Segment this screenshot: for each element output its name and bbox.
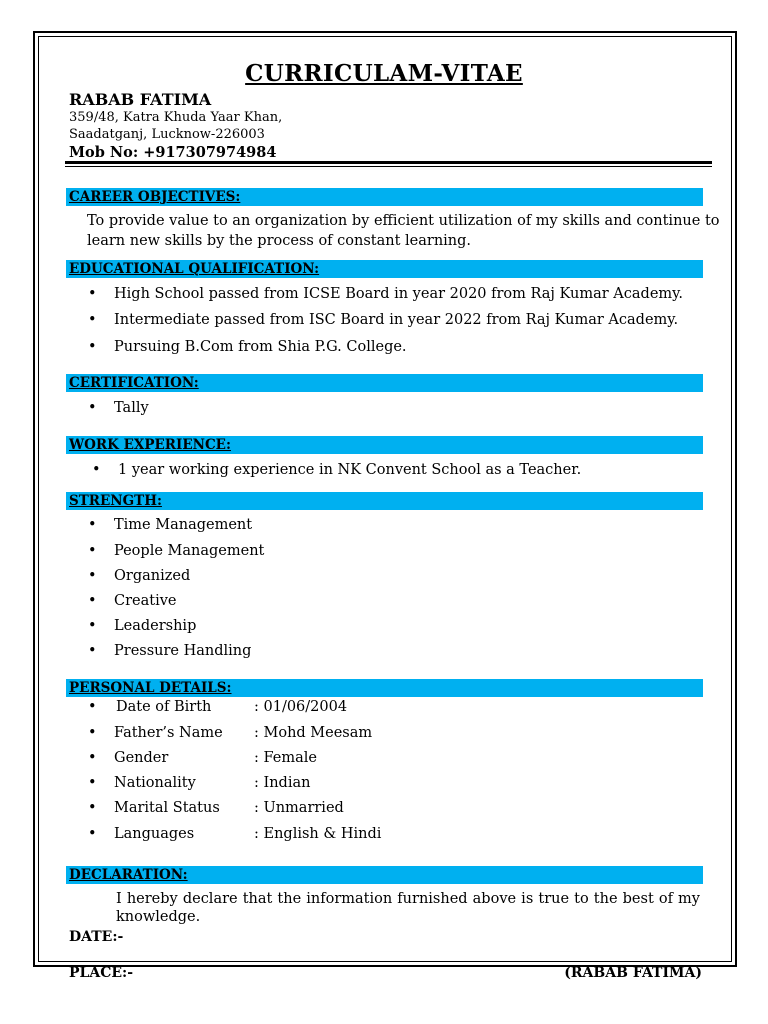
strength-item-text: Leadership [114, 618, 197, 634]
personal-label: Date of Birth [116, 699, 212, 715]
strength-item-text: Time Management [114, 517, 253, 533]
education-item-text: Intermediate passed from ISC Board in year 2022 from Raj Kumar Academy. [114, 312, 679, 328]
certification-item-text: Tally [114, 400, 149, 416]
bullet-icon: • [88, 568, 97, 584]
section-heading-education: EDUCATIONAL QUALIFICATION: [69, 261, 320, 277]
career-objective-line-1: To provide value to an organization by efficient utilization of my skills and continue to [87, 213, 720, 229]
strength-item-text: Pressure Handling [114, 643, 252, 659]
strength-item-text: People Management [114, 543, 265, 559]
personal-label: Gender [114, 750, 169, 766]
bullet-icon: • [88, 339, 97, 355]
education-item-text: High School passed from ICSE Board in year 2020 from Raj Kumar Academy. [114, 286, 684, 302]
section-band-education [66, 260, 703, 278]
personal-value: : Mohd Meesam [254, 725, 373, 741]
personal-label: Nationality [114, 775, 196, 791]
declaration-line-1: I hereby declare that the information furnished above is true to the best of my [116, 891, 700, 907]
section-band-personal [66, 679, 703, 697]
bullet-icon: • [88, 312, 97, 328]
bullet-icon: • [88, 643, 97, 659]
section-band-strength [66, 492, 703, 510]
section-heading-certification: CERTIFICATION: [69, 375, 199, 391]
personal-value: : Unmarried [254, 800, 344, 816]
work-item-text: 1 year working experience in NK Convent School as a Teacher. [118, 462, 582, 478]
header-rule-thin [65, 166, 712, 167]
section-heading-personal: PERSONAL DETAILS: [69, 680, 232, 696]
date-label: DATE:- [69, 929, 124, 945]
section-band-declaration [66, 866, 703, 884]
bullet-icon: • [88, 826, 97, 842]
section-band-certification [66, 374, 703, 392]
personal-label: Marital Status [114, 800, 220, 816]
personal-value: : Female [254, 750, 317, 766]
address-line-1: 359/48, Katra Khuda Yaar Khan, [69, 110, 283, 125]
section-band-career [66, 188, 703, 206]
bullet-icon: • [92, 462, 101, 478]
section-heading-career: CAREER OBJECTIVES: [69, 189, 241, 205]
personal-value: : Indian [254, 775, 311, 791]
bullet-icon: • [88, 543, 97, 559]
personal-label: Languages [114, 826, 195, 842]
declaration-line-2: knowledge. [116, 909, 201, 925]
mobile-number: Mob No: +917307974984 [69, 144, 277, 161]
career-objective-line-2: learn new skills by the process of constant learning. [87, 233, 472, 249]
candidate-name: RABAB FATIMA [69, 90, 212, 109]
place-label: PLACE:- [69, 965, 134, 981]
bullet-icon: • [88, 725, 97, 741]
bullet-icon: • [88, 593, 97, 609]
bullet-icon: • [88, 775, 97, 791]
bullet-icon: • [88, 400, 97, 416]
bullet-icon: • [88, 699, 97, 715]
personal-value: : 01/06/2004 [254, 699, 348, 715]
signature-name: (RABAB FATIMA) [564, 965, 702, 981]
address-line-2: Saadatganj, Lucknow-226003 [69, 127, 265, 142]
document-title: CURRICULAM-VITAE [245, 60, 523, 87]
personal-label: Father’s Name [114, 725, 223, 741]
bullet-icon: • [88, 517, 97, 533]
personal-value: : English & Hindi [254, 826, 382, 842]
header-rule-thick [65, 161, 712, 164]
section-heading-strength: STRENGTH: [69, 493, 162, 509]
bullet-icon: • [88, 800, 97, 816]
education-item-text: Pursuing B.Com from Shia P.G. College. [114, 339, 407, 355]
bullet-icon: • [88, 750, 97, 766]
section-heading-declaration: DECLARATION: [69, 867, 188, 883]
bullet-icon: • [88, 618, 97, 634]
section-heading-work: WORK EXPERIENCE: [69, 437, 231, 453]
strength-item-text: Organized [114, 568, 191, 584]
strength-item-text: Creative [114, 593, 177, 609]
declaration-text [116, 890, 700, 926]
section-band-work [66, 436, 703, 454]
bullet-icon: • [88, 286, 97, 302]
